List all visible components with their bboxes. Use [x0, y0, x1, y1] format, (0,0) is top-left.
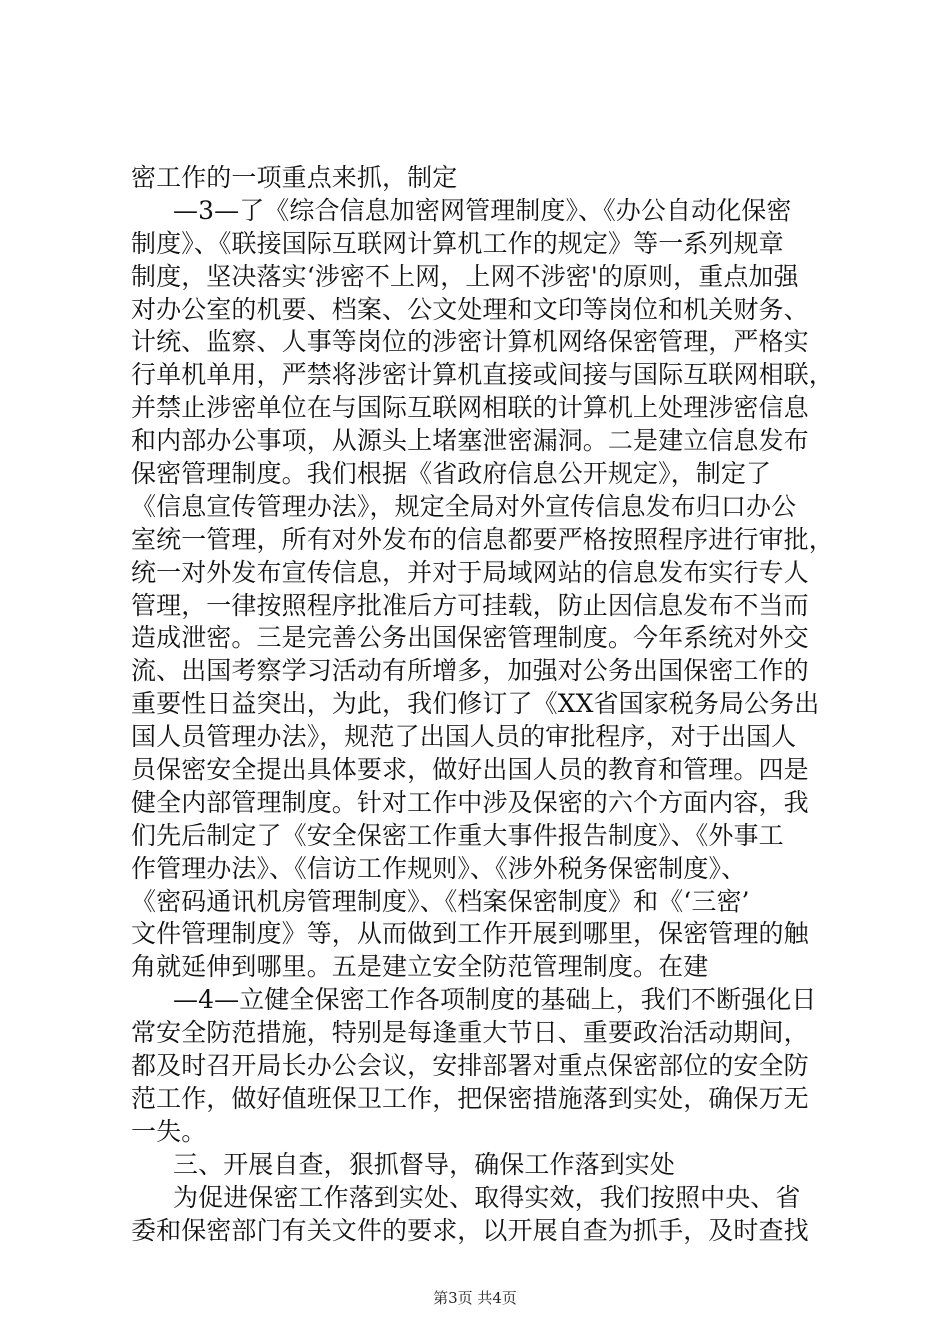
text-line: 计统、监察、人事等岗位的涉密计算机网络保密管理，严格实: [131, 327, 809, 357]
text-line: 《密码通讯机房管理制度》、《档案保密制度》和《‘三密’: [131, 886, 750, 916]
text-line: 制度，坚决落实‘涉密不上网，上网不涉密'的原则，重点加强: [131, 261, 799, 291]
text-line: 常安全防范措施，特别是每逢重大节日、重要政治活动期间，: [131, 1018, 809, 1048]
text-line: —4—立健全保密工作各项制度的基础上，我们不断强化日: [173, 985, 817, 1015]
text-line: 管理，一律按照程序批准后方可挂载，防止因信息发布不当而: [131, 590, 809, 620]
text-line: 流、出国考察学习活动有所增多，加强对公务出国保密工作的: [131, 656, 809, 686]
body-text: [131, 162, 846, 1247]
text-line: 统一对外发布宣传信息，并对于局域网站的信息发布实行专人: [131, 557, 809, 587]
text-line: 保密管理制度。我们根据《省政府信息公开规定》，制定了: [131, 459, 772, 489]
section-heading: 三、开展自查，狠抓督导，确保工作落到实处: [173, 1149, 676, 1179]
text-line: 重要性日益突出，为此，我们修订了《XX省国家税务局公务出: [131, 689, 820, 719]
text-line: 员保密安全提出具体要求，做好出国人员的教育和管理。四是: [131, 755, 809, 785]
text-line: 范工作，做好值班保卫工作，把保密措施落到实处，确保万无: [131, 1083, 809, 1113]
text-line: 和内部办公事项，从源头上堵塞泄密漏洞。二是建立信息发布: [131, 426, 809, 456]
text-line: 角就延伸到哪里。五是建立安全防范管理制度。在建: [131, 952, 709, 982]
text-line: 《信息宣传管理办法》，规定全局对外宣传信息发布归口办公: [131, 491, 797, 521]
text-line: 并禁止涉密单位在与国际互联网相联的计算机上处理涉密信息: [131, 393, 809, 423]
text-line: 们先后制定了《安全保密工作重大事件报告制度》、《外事工: [131, 820, 784, 850]
text-line: 国人员管理办法》，规范了出国人员的审批程序，对于出国人: [131, 722, 797, 752]
text-line: 委和保密部门有关文件的要求，以开展自查为抓手，及时查找: [131, 1215, 809, 1245]
text-line: 造成泄密。三是完善公务出国保密管理制度。今年系统对外交: [131, 623, 809, 653]
text-line: 行单机单用，严禁将涉密计算机直接或间接与国际互联网相联，: [131, 360, 834, 390]
text-line: 对办公室的机要、档案、公文处理和文印等岗位和机关财务、: [131, 294, 809, 324]
text-line: —3—了《综合信息加密网管理制度》、《办公自动化保密: [173, 195, 792, 225]
page-footer: 第3页 共4页: [433, 1289, 517, 1307]
text-line: 一失。: [131, 1116, 207, 1146]
text-line: 室统一管理，所有对外发布的信息都要严格按照程序进行审批，: [131, 524, 834, 554]
text-line: 健全内部管理制度。针对工作中涉及保密的六个方面内容，我: [131, 787, 809, 817]
text-line: 制度》、《联接国际互联网计算机工作的规定》等一系列规章: [131, 228, 784, 258]
text-line: 作管理办法》、《信访工作规则》、《涉外税务保密制度》、: [131, 853, 747, 883]
text-line: 文件管理制度》等，从而做到工作开展到哪里，保密管理的触: [131, 919, 809, 949]
text-line: 密工作的一项重点来抓，制定: [131, 163, 458, 192]
text-line: 为促进保密工作落到实处、取得实效，我们按照中央、省: [173, 1182, 801, 1212]
text-line: 都及时召开局长办公会议，安排部署对重点保密部位的安全防: [131, 1051, 809, 1081]
